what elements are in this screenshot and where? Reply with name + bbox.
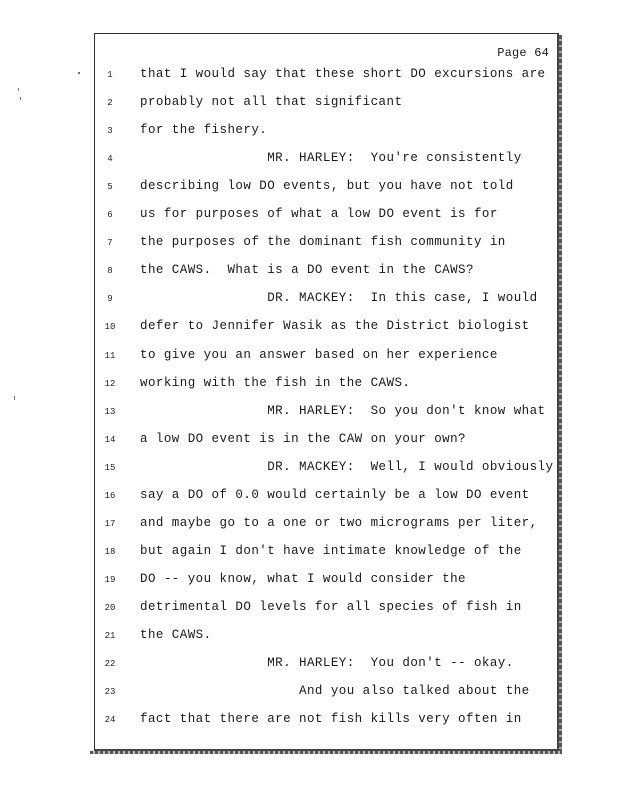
transcript-line xyxy=(95,683,557,703)
transcript-line xyxy=(95,262,557,282)
page-number: Page 64 xyxy=(497,46,549,60)
transcript-line xyxy=(95,515,557,535)
line-number: 3 xyxy=(107,126,113,137)
line-number: 24 xyxy=(104,715,116,726)
line-number: 9 xyxy=(107,294,113,305)
transcript-line xyxy=(95,206,557,226)
line-text: the CAWS. xyxy=(140,628,212,642)
line-number: 10 xyxy=(104,322,116,333)
line-text: defer to Jennifer Wasik as the District biologist xyxy=(140,319,530,334)
transcript-line xyxy=(95,66,557,86)
line-text: MR. HARLEY: You don't -- okay. xyxy=(140,656,514,671)
line-text: but again I don't have intimate knowledge of the xyxy=(140,543,522,558)
transcript-line xyxy=(95,122,557,142)
scan-speck xyxy=(14,396,15,400)
line-number: 13 xyxy=(104,406,116,417)
transcript-line xyxy=(95,543,557,563)
line-number: 14 xyxy=(104,434,116,445)
line-number: 6 xyxy=(107,210,113,221)
transcript-line xyxy=(95,347,557,367)
line-number: 15 xyxy=(104,462,116,473)
line-number: 5 xyxy=(107,182,113,193)
transcript-line xyxy=(95,318,557,338)
line-text: working with the fish in the CAWS. xyxy=(140,375,411,390)
transcript-line xyxy=(95,431,557,451)
page-bottom-edge xyxy=(90,751,562,754)
line-number: 11 xyxy=(104,350,116,361)
transcript-line xyxy=(95,711,557,731)
transcript-line xyxy=(95,487,557,507)
line-number: 20 xyxy=(104,602,116,613)
line-text: a low DO event is in the CAW on your own? xyxy=(140,431,466,446)
scan-speck xyxy=(78,72,80,74)
line-text: DR. MACKEY: Well, I would obviously xyxy=(140,459,554,474)
line-text: that I would say that these short DO excursions are xyxy=(140,67,546,81)
line-text: fact that there are not fish kills very often in xyxy=(140,712,522,727)
line-number: 17 xyxy=(104,518,116,529)
line-number: 7 xyxy=(107,238,113,249)
line-text: say a DO of 0.0 would certainly be a low DO event xyxy=(140,487,530,502)
scan-speck xyxy=(18,88,19,91)
line-text: and maybe go to a one or two micrograms per liter, xyxy=(140,515,538,530)
transcript-line xyxy=(95,150,557,170)
line-text: us for purposes of what a low DO event is for xyxy=(140,207,498,222)
transcript-line xyxy=(95,627,557,647)
line-text: detrimental DO levels for all species of fish in xyxy=(140,599,522,614)
line-text: MR. HARLEY: You're consistently xyxy=(140,151,522,166)
line-number: 12 xyxy=(104,378,116,389)
line-text: the CAWS. What is a DO event in the CAWS? xyxy=(140,263,474,278)
transcript-page xyxy=(94,33,559,751)
transcript-line xyxy=(95,178,557,198)
scan-speck xyxy=(20,97,21,100)
transcript-line xyxy=(95,290,557,310)
line-number: 23 xyxy=(104,687,116,698)
line-number: 19 xyxy=(104,574,116,585)
line-number: 18 xyxy=(104,546,116,557)
transcript-line xyxy=(95,234,557,254)
transcript-line xyxy=(95,599,557,619)
line-text: probably not all that significant xyxy=(140,95,403,110)
page-edge-shadow xyxy=(559,35,562,751)
line-text: for the fishery. xyxy=(140,123,268,138)
line-text: the purposes of the dominant fish community in xyxy=(140,235,506,250)
transcript-line xyxy=(95,403,557,423)
line-text: MR. HARLEY: So you don't know what xyxy=(140,403,546,418)
line-number: 21 xyxy=(104,631,116,641)
line-text: to give you an answer based on her experience xyxy=(140,347,498,362)
transcript-line xyxy=(95,94,557,114)
line-text: DO -- you know, what I would consider the xyxy=(140,571,466,586)
transcript-line xyxy=(95,375,557,395)
line-text: DR. MACKEY: In this case, I would xyxy=(140,291,538,306)
line-text: describing low DO events, but you have not told xyxy=(140,179,514,194)
line-number: 16 xyxy=(104,490,116,501)
line-number: 2 xyxy=(107,98,113,109)
line-number: 22 xyxy=(104,659,116,670)
line-number: 1 xyxy=(107,70,113,80)
transcript-line xyxy=(95,571,557,591)
transcript-body xyxy=(95,34,557,749)
line-number: 8 xyxy=(107,266,113,277)
line-number: 4 xyxy=(107,154,113,165)
line-text: And you also talked about the xyxy=(140,684,530,699)
transcript-line xyxy=(95,655,557,675)
transcript-line xyxy=(95,459,557,479)
